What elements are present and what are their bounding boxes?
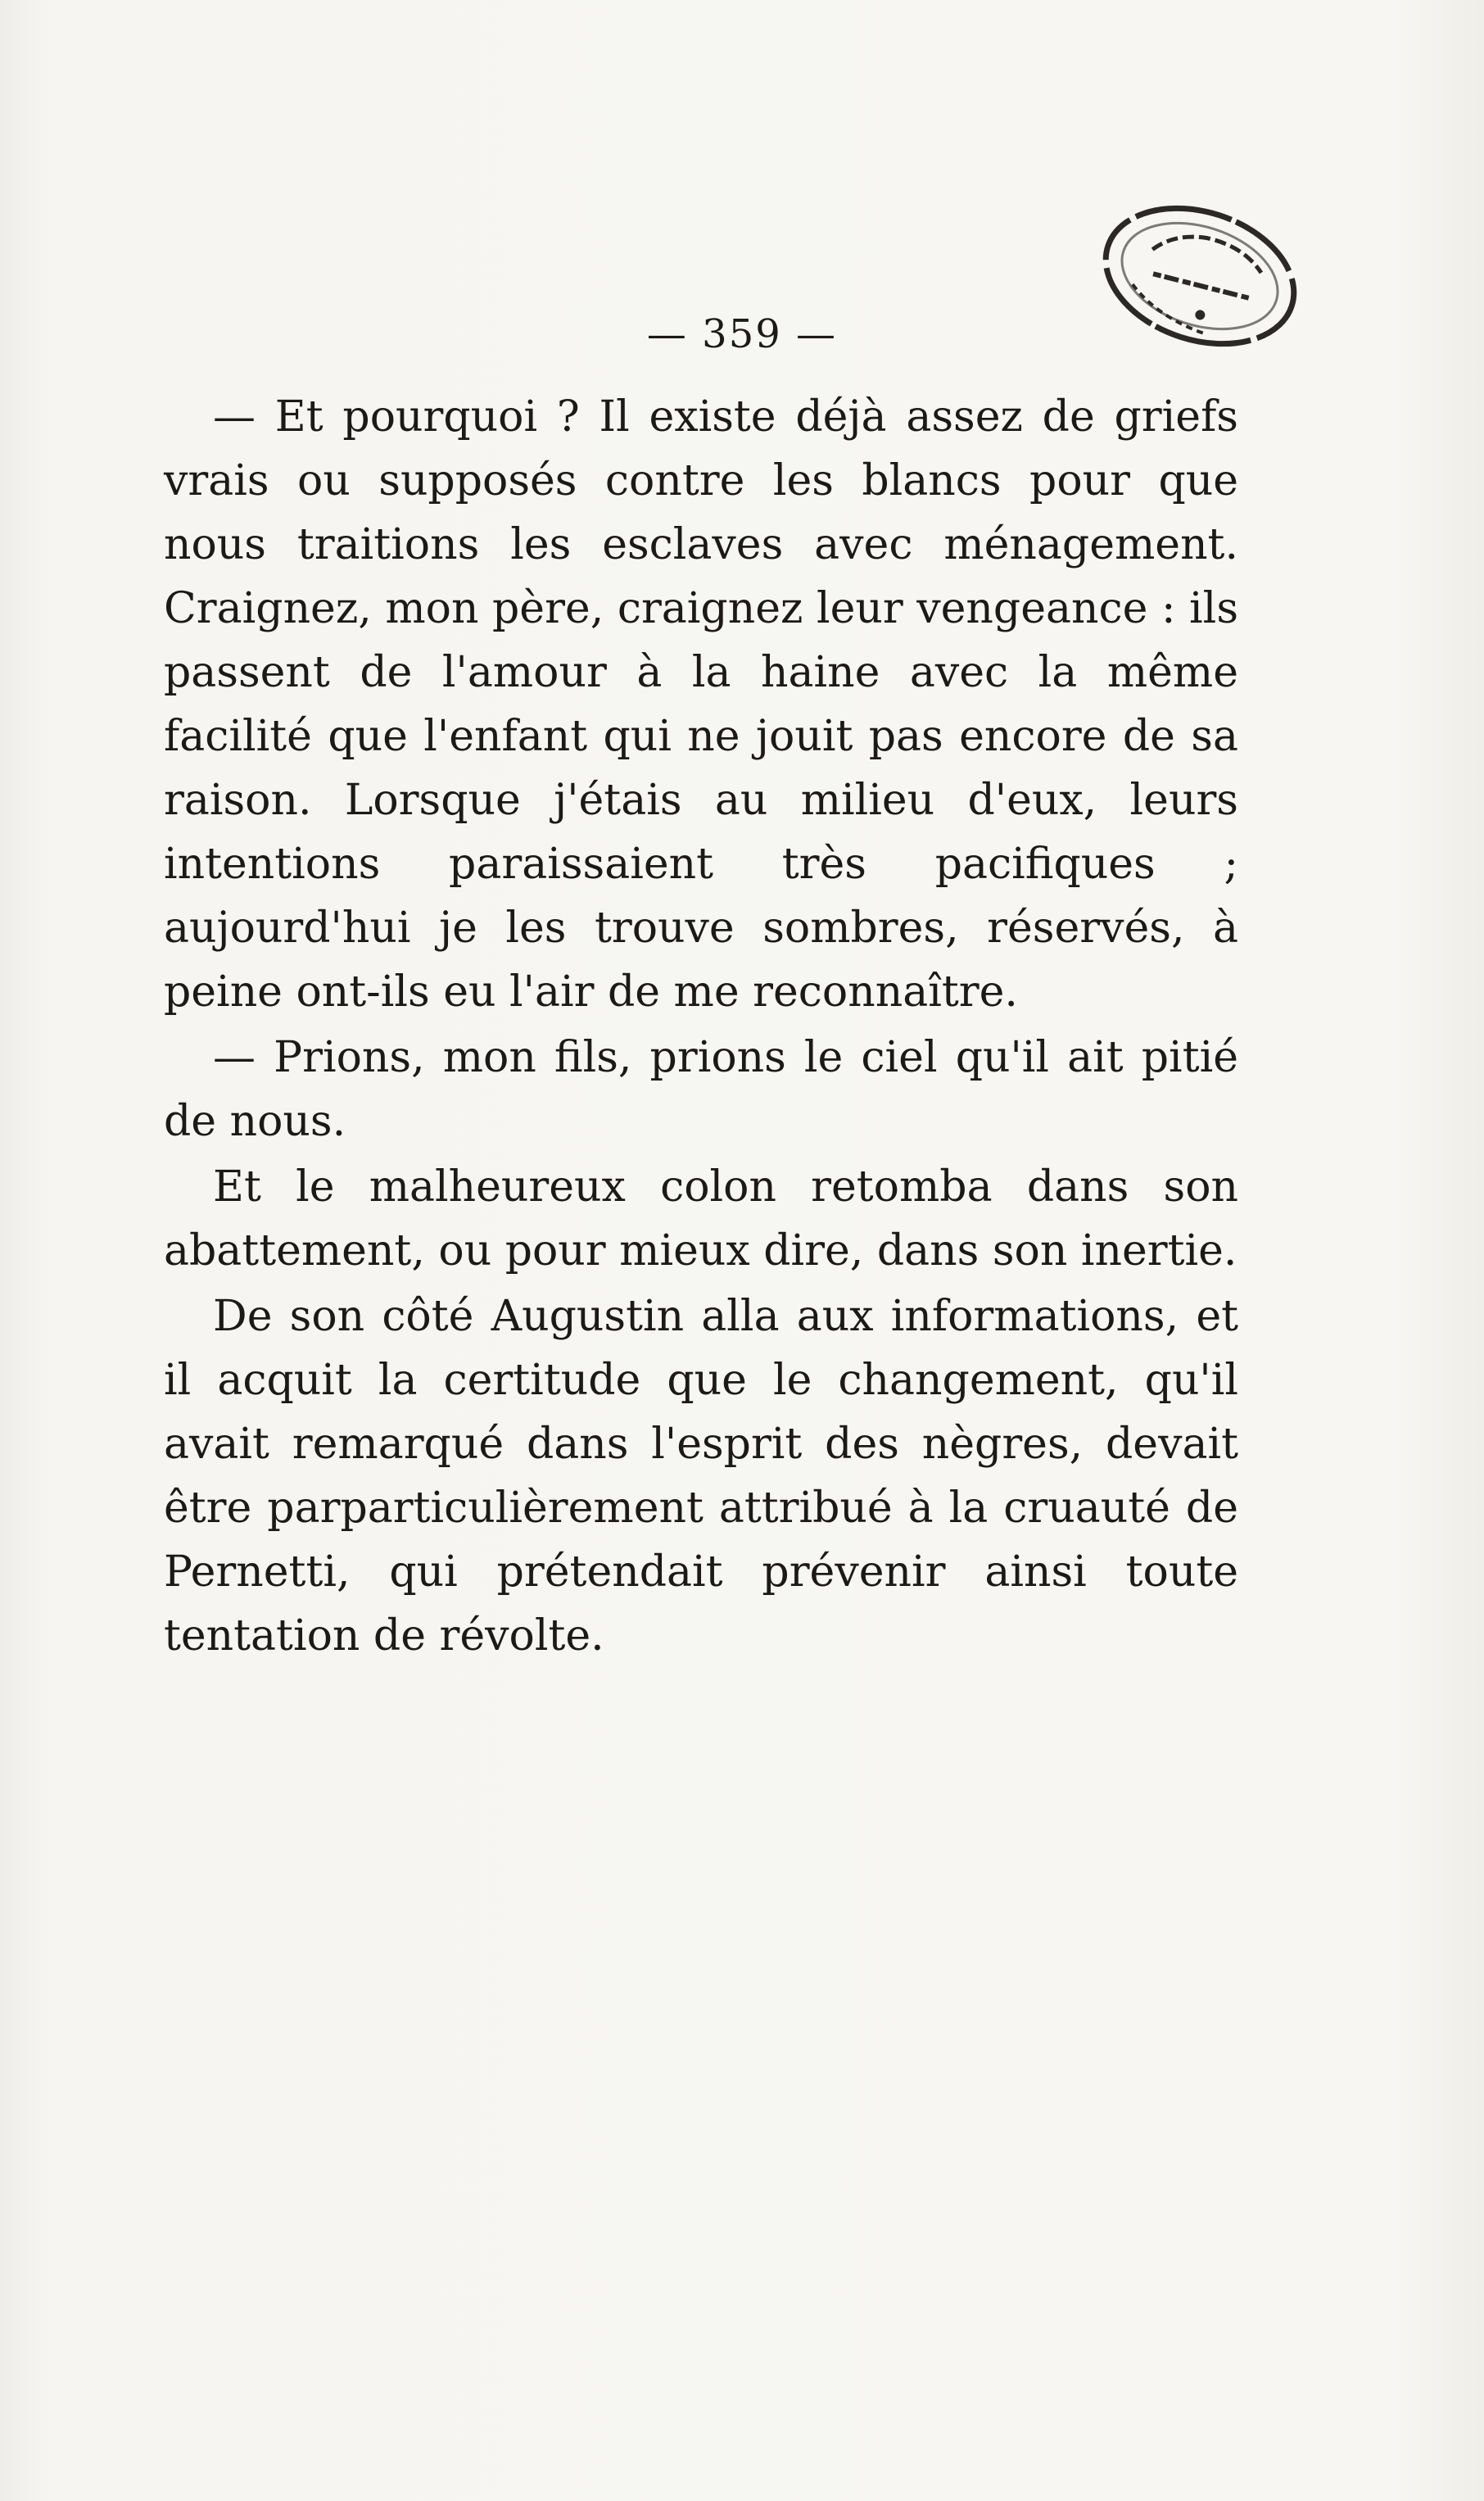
library-stamp (1089, 190, 1310, 362)
paragraph: — Et pourquoi ? Il existe déjà assez de griefs vrais ou supposés contre les blancs pour que nous traitions les esclaves avec ménagement. Craignez, mon père, craignez leur vengeance : ils passent de l'amour à la haine avec la même facilité que l'enfant qui ne jouit pas encore de sa raison. Lorsque j'étais au milieu d'eux, leurs intentions paraissaient très pacifiques ; aujourd'hui je les trouve sombres, réservés, à peine ont-ils eu l'air de me reconnaître. (164, 392, 1238, 1017)
page-number: — 359 — (646, 311, 838, 357)
paragraph: Et le malheureux colon retomba dans son abattement, ou pour mieux dire, dans son inertie. (164, 1162, 1238, 1275)
paragraph: De son côté Augustin alla aux informations, et il acquit la certitude que le changement, qu'il avait remarqué dans l'esprit des nègres, devait être parparticulièrement attribué à la cruauté de Pernetti, qui prétendait prévenir ainsi toute tentation de révolte. (164, 1292, 1238, 1661)
body-text (164, 385, 1238, 1668)
paragraph: — Prions, mon fils, prions le ciel qu'il ait pitié de nous. (164, 1033, 1238, 1146)
